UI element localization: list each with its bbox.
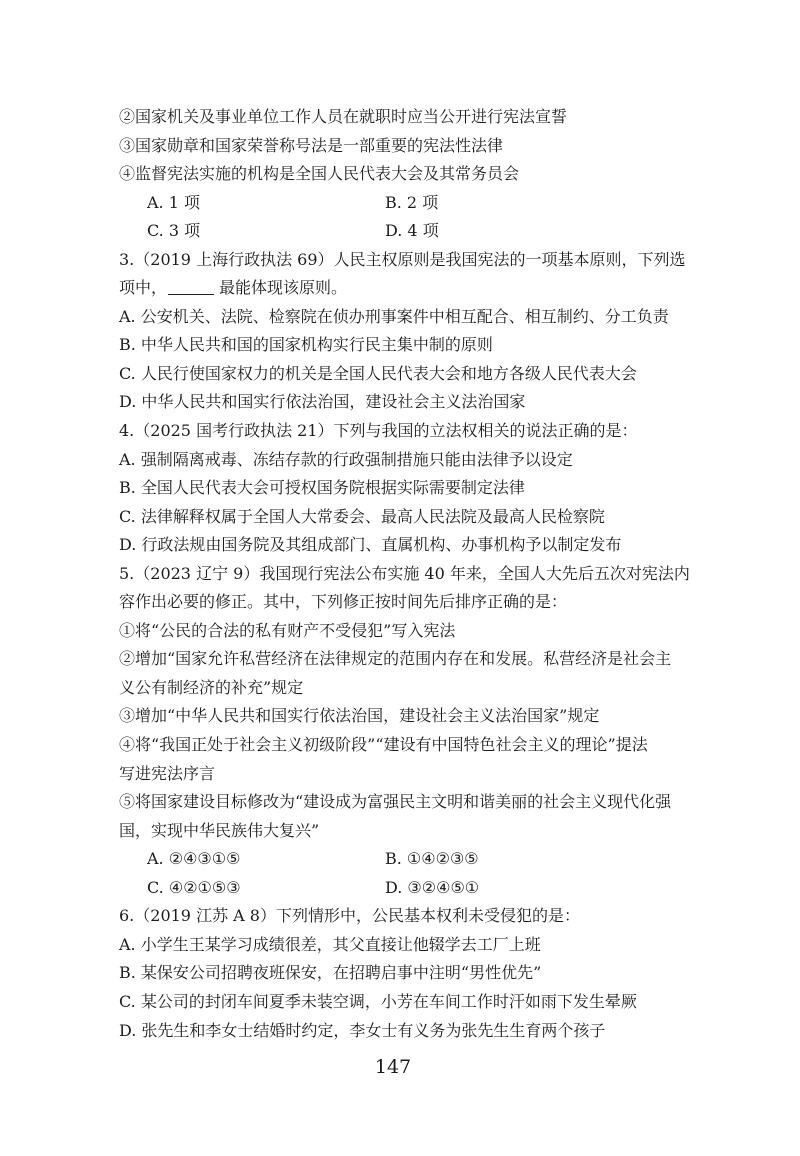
q5-option-b: B. ①④②③⑤	[385, 849, 479, 869]
q6-option-a: A. 小学生王某学习成绩很差，其父直接让他辍学去工厂上班	[119, 934, 541, 954]
page-content	[119, 103, 689, 1045]
q6-option-c: C. 某公司的封闭车间夏季未装空调，小芳在车间工作时汗如雨下发生晕厥	[119, 991, 637, 1011]
q6-option-d: D. 张先生和李女士结婚时约定，李女士有义务为张先生生育两个孩子	[119, 1020, 606, 1040]
q5-statement-2-line-2: 义公有制经济的补充”规定	[119, 677, 304, 697]
q6-option-b: B. 某保安公司招聘夜班保安，在招聘启事中注明“男性优先”	[119, 963, 542, 983]
q5-statement-1: ①将“公民的合法的私有财产不受侵犯”写入宪法	[119, 620, 456, 640]
q5-statement-2-line-1: ②增加“国家允许私营经济在法律规定的范围内存在和发展。私营经济是社会主	[119, 649, 672, 669]
q4-stem: 4.（2025 国考行政执法 21）下列与我国的立法权相关的说法正确的是：	[119, 421, 638, 441]
q4-option-b: B. 全国人民代表大会可授权国务院根据实际需要制定法律	[119, 478, 525, 498]
q2-option-row-2	[119, 217, 689, 246]
q3-stem-line-1: 3.（2019 上海行政执法 69）人民主权原则是我国宪法的一项基本原则，下列选	[119, 249, 686, 269]
page-number: 147	[374, 1056, 412, 1078]
q2-statement-2: ②国家机关及事业单位工作人员在就职时应当公开进行宪法宣誓	[119, 107, 568, 126]
q5-option-c: C. ④②①⑤③	[147, 877, 241, 897]
q4-option-d: D. 行政法规由国务院及其组成部门、直属机构、办事机构予以制定发布	[119, 535, 622, 555]
q2-option-a: A. 1 项	[147, 192, 200, 212]
q2-statement-4: ④监督宪法实施的机构是全国人民代表大会及其常务员会	[119, 164, 520, 184]
q3-option-c: C. 人民行使国家权力的机关是全国人民代表大会和地方各级人民代表大会	[119, 363, 637, 383]
q5-statement-4-line-1: ④将“我国正处于社会主义初级阶段”“建设有中国特色社会主义的理论”提法	[119, 735, 648, 755]
q2-option-b: B. 2 项	[385, 192, 439, 212]
q4-option-c: C. 法律解释权属于全国人大常委会、最高人民法院及最高人民检察院	[119, 506, 605, 526]
answer-blank	[168, 277, 214, 295]
q2-option-row-1	[119, 189, 689, 218]
q3-option-a: A. 公安机关、法院、检察院在侦办刑事案件中相互配合、相互制约、分工负责	[119, 306, 669, 326]
q5-statement-4-line-2: 写进宪法序言	[119, 763, 216, 783]
q5-option-d: D. ③②④⑤①	[385, 877, 480, 897]
q5-statement-5-line-2: 国，实现中华民族伟大复兴”	[119, 820, 320, 840]
q2-option-c: C. 3 项	[147, 221, 201, 241]
q5-option-row-1	[119, 845, 689, 874]
q3-stem-before-blank: 项中，	[119, 278, 168, 298]
q6-stem: 6.（2019 江苏 A 8）下列情形中，公民基本权利未受侵犯的是：	[119, 906, 580, 926]
q5-statement-3: ③增加“中华人民共和国实行依法治国，建设社会主义法治国家”规定	[119, 706, 600, 726]
q5-stem-line-1: 5.（2023 辽宁 9）我国现行宪法公布实施 40 年来，全国人大先后五次对宪法内	[119, 563, 690, 583]
q5-option-a: A. ②④③①⑤	[147, 849, 241, 869]
q3-option-b: B. 中华人民共和国的国家机构实行民主集中制的原则	[119, 335, 493, 355]
q5-option-row-2	[119, 874, 689, 903]
q4-option-a: A. 强制隔离戒毒、冻结存款的行政强制措施只能由法律予以设定	[119, 449, 573, 469]
q3-option-d: D. 中华人民共和国实行依法治国，建设社会主义法治国家	[119, 392, 526, 412]
q5-stem-line-2: 容作出必要的修正。其中，下列修正按时间先后排序正确的是：	[119, 592, 568, 612]
q3-stem-line-2	[119, 274, 689, 303]
q3-stem-after-blank: 最能体现该原则。	[219, 278, 348, 298]
q2-statement-3: ③国家勋章和国家荣誉称号法是一部重要的宪法性法律	[119, 135, 504, 155]
q2-option-d: D. 4 项	[385, 221, 439, 241]
q5-statement-5-line-1: ⑤将国家建设目标修改为“建设成为富强民主文明和谐美丽的社会主义现代化强	[119, 792, 672, 812]
